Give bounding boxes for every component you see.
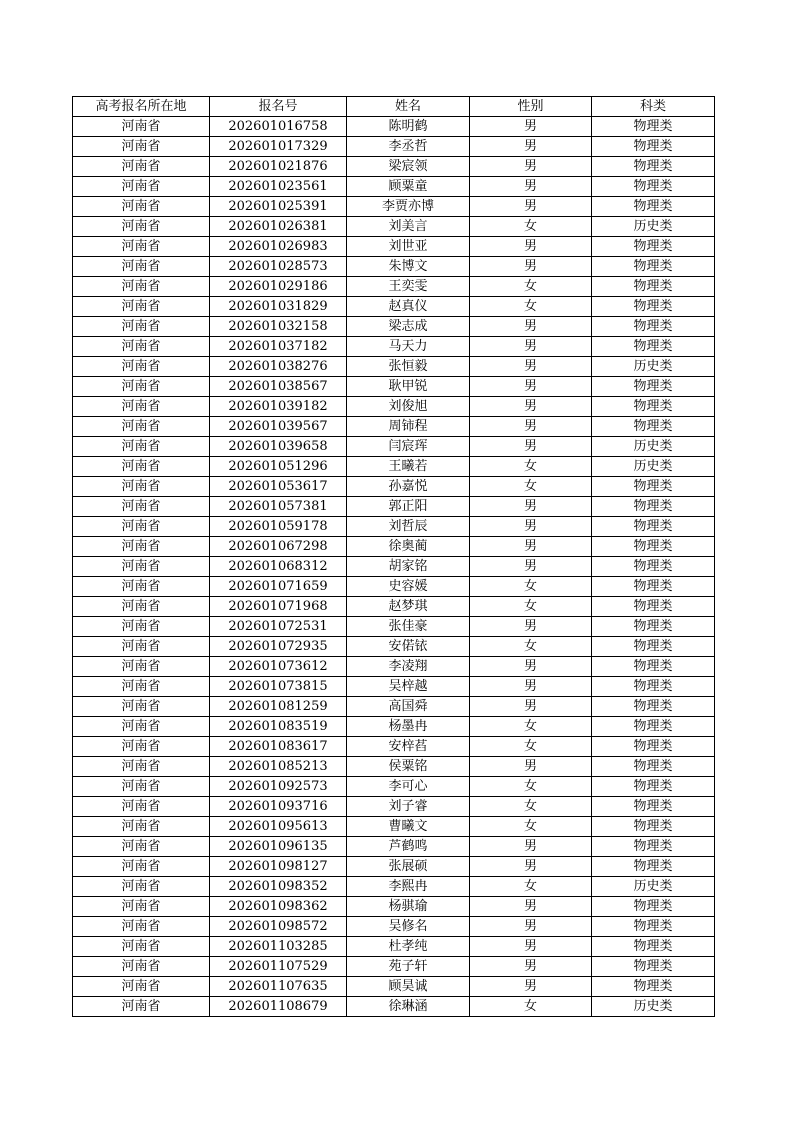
table-row xyxy=(73,897,715,917)
cell-registration-number: 202601073612 xyxy=(210,657,347,677)
cell-gender: 男 xyxy=(470,257,592,277)
cell-exam-location: 河南省 xyxy=(73,997,210,1017)
cell-registration-number: 202601098362 xyxy=(210,897,347,917)
cell-gender: 男 xyxy=(470,357,592,377)
header-name: 姓名 xyxy=(347,97,470,117)
table-row xyxy=(73,217,715,237)
cell-registration-number: 202601037182 xyxy=(210,337,347,357)
table-row xyxy=(73,377,715,397)
cell-gender: 男 xyxy=(470,537,592,557)
cell-exam-location: 河南省 xyxy=(73,917,210,937)
table-row xyxy=(73,797,715,817)
cell-exam-location: 河南省 xyxy=(73,377,210,397)
cell-registration-number: 202601098352 xyxy=(210,877,347,897)
cell-exam-location: 河南省 xyxy=(73,497,210,517)
cell-subject-category: 物理类 xyxy=(592,177,715,197)
table-row xyxy=(73,137,715,157)
cell-subject-category: 物理类 xyxy=(592,937,715,957)
cell-exam-location: 河南省 xyxy=(73,757,210,777)
cell-name: 苑子轩 xyxy=(347,957,470,977)
table-row xyxy=(73,737,715,757)
cell-exam-location: 河南省 xyxy=(73,977,210,997)
table-row xyxy=(73,637,715,657)
cell-subject-category: 历史类 xyxy=(592,997,715,1017)
cell-exam-location: 河南省 xyxy=(73,237,210,257)
cell-exam-location: 河南省 xyxy=(73,357,210,377)
table-row xyxy=(73,677,715,697)
cell-subject-category: 物理类 xyxy=(592,597,715,617)
header-registration-number: 报名号 xyxy=(210,97,347,117)
cell-registration-number: 202601085213 xyxy=(210,757,347,777)
cell-subject-category: 历史类 xyxy=(592,437,715,457)
cell-exam-location: 河南省 xyxy=(73,157,210,177)
cell-name: 刘哲辰 xyxy=(347,517,470,537)
cell-registration-number: 202601039567 xyxy=(210,417,347,437)
cell-registration-number: 202601028573 xyxy=(210,257,347,277)
cell-registration-number: 202601071659 xyxy=(210,577,347,597)
cell-subject-category: 物理类 xyxy=(592,917,715,937)
table-row xyxy=(73,397,715,417)
cell-subject-category: 物理类 xyxy=(592,957,715,977)
cell-name: 刘世亚 xyxy=(347,237,470,257)
cell-gender: 男 xyxy=(470,317,592,337)
cell-exam-location: 河南省 xyxy=(73,417,210,437)
cell-registration-number: 202601096135 xyxy=(210,837,347,857)
cell-exam-location: 河南省 xyxy=(73,597,210,617)
cell-name: 李贾亦博 xyxy=(347,197,470,217)
cell-subject-category: 物理类 xyxy=(592,817,715,837)
header-row xyxy=(73,97,715,117)
cell-exam-location: 河南省 xyxy=(73,297,210,317)
cell-name: 李可心 xyxy=(347,777,470,797)
cell-registration-number: 202601023561 xyxy=(210,177,347,197)
cell-subject-category: 物理类 xyxy=(592,477,715,497)
table-row xyxy=(73,257,715,277)
cell-exam-location: 河南省 xyxy=(73,957,210,977)
cell-gender: 女 xyxy=(470,597,592,617)
cell-gender: 女 xyxy=(470,457,592,477)
cell-subject-category: 历史类 xyxy=(592,217,715,237)
table-row xyxy=(73,537,715,557)
cell-name: 杨墨冉 xyxy=(347,717,470,737)
cell-name: 刘子睿 xyxy=(347,797,470,817)
table-row xyxy=(73,757,715,777)
cell-subject-category: 物理类 xyxy=(592,377,715,397)
cell-name: 郭正阳 xyxy=(347,497,470,517)
cell-name: 李凌翔 xyxy=(347,657,470,677)
cell-subject-category: 物理类 xyxy=(592,417,715,437)
cell-registration-number: 202601059178 xyxy=(210,517,347,537)
cell-subject-category: 物理类 xyxy=(592,977,715,997)
cell-gender: 女 xyxy=(470,877,592,897)
cell-name: 梁志成 xyxy=(347,317,470,337)
cell-name: 朱博文 xyxy=(347,257,470,277)
cell-registration-number: 202601017329 xyxy=(210,137,347,157)
cell-subject-category: 物理类 xyxy=(592,337,715,357)
cell-subject-category: 物理类 xyxy=(592,117,715,137)
cell-gender: 女 xyxy=(470,277,592,297)
cell-gender: 女 xyxy=(470,797,592,817)
cell-name: 梁宸领 xyxy=(347,157,470,177)
cell-subject-category: 物理类 xyxy=(592,197,715,217)
cell-subject-category: 历史类 xyxy=(592,877,715,897)
table-row xyxy=(73,857,715,877)
cell-name: 顾粟童 xyxy=(347,177,470,197)
cell-exam-location: 河南省 xyxy=(73,877,210,897)
cell-exam-location: 河南省 xyxy=(73,897,210,917)
header-exam-location: 高考报名所在地 xyxy=(73,97,210,117)
cell-gender: 女 xyxy=(470,997,592,1017)
cell-exam-location: 河南省 xyxy=(73,557,210,577)
cell-gender: 男 xyxy=(470,177,592,197)
cell-name: 周铈程 xyxy=(347,417,470,437)
cell-gender: 男 xyxy=(470,437,592,457)
table-row xyxy=(73,597,715,617)
cell-name: 王奕雯 xyxy=(347,277,470,297)
cell-name: 杜孝纯 xyxy=(347,937,470,957)
cell-exam-location: 河南省 xyxy=(73,317,210,337)
table-row xyxy=(73,437,715,457)
cell-name: 李丞哲 xyxy=(347,137,470,157)
table-row xyxy=(73,657,715,677)
cell-exam-location: 河南省 xyxy=(73,637,210,657)
cell-exam-location: 河南省 xyxy=(73,577,210,597)
cell-exam-location: 河南省 xyxy=(73,657,210,677)
cell-exam-location: 河南省 xyxy=(73,337,210,357)
cell-name: 曹曦文 xyxy=(347,817,470,837)
table-row xyxy=(73,817,715,837)
cell-registration-number: 202601108679 xyxy=(210,997,347,1017)
table-header xyxy=(73,97,715,117)
table-row xyxy=(73,157,715,177)
cell-exam-location: 河南省 xyxy=(73,837,210,857)
header-gender: 性别 xyxy=(470,97,592,117)
cell-gender: 女 xyxy=(470,477,592,497)
table-row xyxy=(73,997,715,1017)
cell-name: 张佳豪 xyxy=(347,617,470,637)
table-row xyxy=(73,357,715,377)
cell-gender: 女 xyxy=(470,637,592,657)
table-row xyxy=(73,197,715,217)
cell-subject-category: 物理类 xyxy=(592,237,715,257)
cell-subject-category: 物理类 xyxy=(592,677,715,697)
cell-gender: 男 xyxy=(470,137,592,157)
cell-name: 杨骐瑜 xyxy=(347,897,470,917)
cell-registration-number: 202601053617 xyxy=(210,477,347,497)
table-row xyxy=(73,557,715,577)
cell-exam-location: 河南省 xyxy=(73,797,210,817)
table-row xyxy=(73,877,715,897)
cell-name: 马天力 xyxy=(347,337,470,357)
cell-registration-number: 202601081259 xyxy=(210,697,347,717)
table-row xyxy=(73,317,715,337)
cell-gender: 男 xyxy=(470,897,592,917)
cell-subject-category: 历史类 xyxy=(592,457,715,477)
cell-exam-location: 河南省 xyxy=(73,397,210,417)
cell-name: 耿甲锐 xyxy=(347,377,470,397)
cell-registration-number: 202601092573 xyxy=(210,777,347,797)
cell-exam-location: 河南省 xyxy=(73,617,210,637)
cell-exam-location: 河南省 xyxy=(73,857,210,877)
cell-name: 安梓萏 xyxy=(347,737,470,757)
cell-exam-location: 河南省 xyxy=(73,177,210,197)
table-row xyxy=(73,517,715,537)
cell-subject-category: 物理类 xyxy=(592,317,715,337)
cell-exam-location: 河南省 xyxy=(73,737,210,757)
table-row xyxy=(73,337,715,357)
cell-name: 赵真仪 xyxy=(347,297,470,317)
cell-exam-location: 河南省 xyxy=(73,777,210,797)
cell-gender: 男 xyxy=(470,417,592,437)
table-row xyxy=(73,717,715,737)
cell-registration-number: 202601083617 xyxy=(210,737,347,757)
cell-exam-location: 河南省 xyxy=(73,277,210,297)
cell-registration-number: 202601083519 xyxy=(210,717,347,737)
cell-subject-category: 物理类 xyxy=(592,537,715,557)
cell-exam-location: 河南省 xyxy=(73,137,210,157)
cell-subject-category: 物理类 xyxy=(592,557,715,577)
cell-registration-number: 202601025391 xyxy=(210,197,347,217)
table-row xyxy=(73,977,715,997)
cell-subject-category: 物理类 xyxy=(592,897,715,917)
cell-subject-category: 物理类 xyxy=(592,717,715,737)
cell-gender: 女 xyxy=(470,717,592,737)
cell-name: 侯粟铭 xyxy=(347,757,470,777)
cell-gender: 男 xyxy=(470,677,592,697)
cell-name: 张恒毅 xyxy=(347,357,470,377)
cell-exam-location: 河南省 xyxy=(73,537,210,557)
table-row xyxy=(73,937,715,957)
cell-subject-category: 物理类 xyxy=(592,397,715,417)
cell-exam-location: 河南省 xyxy=(73,197,210,217)
table-row xyxy=(73,477,715,497)
cell-registration-number: 202601038276 xyxy=(210,357,347,377)
cell-registration-number: 202601072935 xyxy=(210,637,347,657)
cell-registration-number: 202601026381 xyxy=(210,217,347,237)
cell-exam-location: 河南省 xyxy=(73,517,210,537)
cell-subject-category: 物理类 xyxy=(592,737,715,757)
cell-registration-number: 202601021876 xyxy=(210,157,347,177)
table-row xyxy=(73,497,715,517)
table-row xyxy=(73,917,715,937)
table-row xyxy=(73,277,715,297)
cell-subject-category: 物理类 xyxy=(592,697,715,717)
cell-name: 刘俊旭 xyxy=(347,397,470,417)
table-row xyxy=(73,837,715,857)
cell-registration-number: 202601051296 xyxy=(210,457,347,477)
table-row xyxy=(73,777,715,797)
cell-registration-number: 202601067298 xyxy=(210,537,347,557)
cell-subject-category: 物理类 xyxy=(592,517,715,537)
cell-subject-category: 物理类 xyxy=(592,257,715,277)
cell-registration-number: 202601031829 xyxy=(210,297,347,317)
table-row xyxy=(73,417,715,437)
table-row xyxy=(73,457,715,477)
cell-name: 顾昊诚 xyxy=(347,977,470,997)
roster-table xyxy=(72,96,715,1017)
cell-gender: 男 xyxy=(470,377,592,397)
cell-gender: 男 xyxy=(470,837,592,857)
cell-registration-number: 202601103285 xyxy=(210,937,347,957)
cell-name: 吴梓越 xyxy=(347,677,470,697)
cell-gender: 男 xyxy=(470,657,592,677)
table-body xyxy=(73,117,715,1017)
cell-gender: 男 xyxy=(470,957,592,977)
cell-subject-category: 物理类 xyxy=(592,657,715,677)
cell-gender: 女 xyxy=(470,297,592,317)
cell-name: 孙嘉悦 xyxy=(347,477,470,497)
cell-gender: 女 xyxy=(470,817,592,837)
table-row xyxy=(73,177,715,197)
cell-subject-category: 物理类 xyxy=(592,757,715,777)
cell-gender: 男 xyxy=(470,857,592,877)
cell-gender: 男 xyxy=(470,337,592,357)
cell-registration-number: 202601016758 xyxy=(210,117,347,137)
cell-registration-number: 202601068312 xyxy=(210,557,347,577)
cell-gender: 男 xyxy=(470,977,592,997)
cell-registration-number: 202601072531 xyxy=(210,617,347,637)
table-row xyxy=(73,617,715,637)
cell-name: 芦鹤鸣 xyxy=(347,837,470,857)
header-subject-category: 科类 xyxy=(592,97,715,117)
cell-gender: 男 xyxy=(470,697,592,717)
cell-gender: 男 xyxy=(470,557,592,577)
cell-gender: 女 xyxy=(470,777,592,797)
cell-registration-number: 202601098572 xyxy=(210,917,347,937)
cell-name: 张展硕 xyxy=(347,857,470,877)
cell-subject-category: 物理类 xyxy=(592,137,715,157)
cell-registration-number: 202601057381 xyxy=(210,497,347,517)
cell-registration-number: 202601039658 xyxy=(210,437,347,457)
cell-registration-number: 202601073815 xyxy=(210,677,347,697)
cell-name: 安偌铱 xyxy=(347,637,470,657)
cell-exam-location: 河南省 xyxy=(73,697,210,717)
cell-registration-number: 202601107529 xyxy=(210,957,347,977)
cell-gender: 男 xyxy=(470,757,592,777)
cell-name: 闫宸珲 xyxy=(347,437,470,457)
table-row xyxy=(73,237,715,257)
cell-exam-location: 河南省 xyxy=(73,937,210,957)
cell-gender: 女 xyxy=(470,217,592,237)
cell-name: 徐奥蔺 xyxy=(347,537,470,557)
cell-gender: 男 xyxy=(470,157,592,177)
cell-exam-location: 河南省 xyxy=(73,437,210,457)
cell-gender: 男 xyxy=(470,517,592,537)
cell-gender: 男 xyxy=(470,937,592,957)
cell-exam-location: 河南省 xyxy=(73,217,210,237)
cell-subject-category: 物理类 xyxy=(592,837,715,857)
cell-gender: 男 xyxy=(470,117,592,137)
cell-name: 刘美言 xyxy=(347,217,470,237)
cell-registration-number: 202601098127 xyxy=(210,857,347,877)
cell-subject-category: 物理类 xyxy=(592,617,715,637)
cell-name: 吴修名 xyxy=(347,917,470,937)
cell-registration-number: 202601038567 xyxy=(210,377,347,397)
cell-exam-location: 河南省 xyxy=(73,457,210,477)
cell-subject-category: 物理类 xyxy=(592,637,715,657)
cell-registration-number: 202601026983 xyxy=(210,237,347,257)
cell-registration-number: 202601029186 xyxy=(210,277,347,297)
cell-gender: 女 xyxy=(470,737,592,757)
cell-subject-category: 物理类 xyxy=(592,857,715,877)
cell-name: 史容媛 xyxy=(347,577,470,597)
cell-exam-location: 河南省 xyxy=(73,477,210,497)
cell-subject-category: 物理类 xyxy=(592,797,715,817)
cell-subject-category: 物理类 xyxy=(592,497,715,517)
cell-gender: 男 xyxy=(470,497,592,517)
cell-name: 王曦若 xyxy=(347,457,470,477)
cell-exam-location: 河南省 xyxy=(73,717,210,737)
cell-subject-category: 历史类 xyxy=(592,357,715,377)
cell-name: 胡家铭 xyxy=(347,557,470,577)
table-row xyxy=(73,117,715,137)
cell-name: 李熙冉 xyxy=(347,877,470,897)
table-row xyxy=(73,697,715,717)
cell-subject-category: 物理类 xyxy=(592,577,715,597)
cell-exam-location: 河南省 xyxy=(73,817,210,837)
cell-exam-location: 河南省 xyxy=(73,677,210,697)
cell-subject-category: 物理类 xyxy=(592,777,715,797)
cell-gender: 男 xyxy=(470,397,592,417)
table-row xyxy=(73,577,715,597)
cell-gender: 男 xyxy=(470,617,592,637)
cell-name: 高国舜 xyxy=(347,697,470,717)
cell-registration-number: 202601095613 xyxy=(210,817,347,837)
cell-exam-location: 河南省 xyxy=(73,257,210,277)
cell-name: 陈明鹤 xyxy=(347,117,470,137)
cell-gender: 男 xyxy=(470,917,592,937)
cell-subject-category: 物理类 xyxy=(592,297,715,317)
cell-registration-number: 202601071968 xyxy=(210,597,347,617)
cell-gender: 男 xyxy=(470,237,592,257)
cell-registration-number: 202601093716 xyxy=(210,797,347,817)
cell-name: 赵梦琪 xyxy=(347,597,470,617)
table-row xyxy=(73,957,715,977)
cell-registration-number: 202601039182 xyxy=(210,397,347,417)
table-row xyxy=(73,297,715,317)
cell-subject-category: 物理类 xyxy=(592,157,715,177)
cell-registration-number: 202601107635 xyxy=(210,977,347,997)
cell-name: 徐琳涵 xyxy=(347,997,470,1017)
cell-exam-location: 河南省 xyxy=(73,117,210,137)
cell-subject-category: 物理类 xyxy=(592,277,715,297)
cell-registration-number: 202601032158 xyxy=(210,317,347,337)
cell-gender: 女 xyxy=(470,577,592,597)
cell-gender: 男 xyxy=(470,197,592,217)
